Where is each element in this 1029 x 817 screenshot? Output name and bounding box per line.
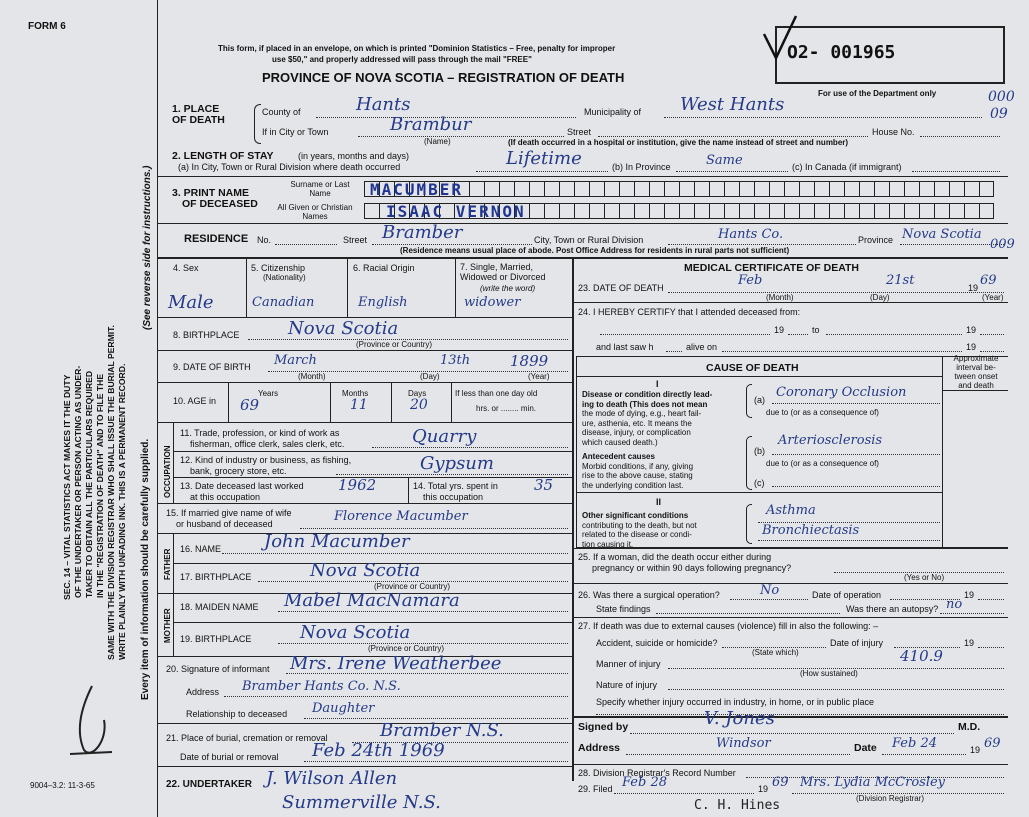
registrar-hint: (Division Registrar) bbox=[856, 794, 925, 803]
ante-line-3: rise to the above cause, stating bbox=[582, 471, 693, 480]
other-line-3: related to the disease or condi- bbox=[582, 530, 692, 539]
roman-two: II bbox=[656, 497, 662, 507]
dod-day-hint: (Day) bbox=[870, 293, 890, 302]
char-box bbox=[529, 203, 544, 219]
racial-label: 6. Racial Origin bbox=[353, 263, 415, 273]
stay-b-value: Same bbox=[706, 153, 743, 168]
state-which-hint: (State which) bbox=[752, 648, 799, 657]
operation-date-label: Date of operation bbox=[812, 590, 882, 600]
residence-city-value: Hants Co. bbox=[718, 227, 784, 242]
age-label: 10. AGE in bbox=[173, 396, 217, 406]
last-worked-value: 1962 bbox=[338, 476, 377, 494]
char-box bbox=[964, 203, 979, 219]
industry-label-2: bank, grocery store, etc. bbox=[190, 466, 287, 476]
place-label bbox=[172, 104, 232, 126]
burial-date-label: Date of burial or removal bbox=[180, 752, 279, 762]
filed-year-prefix: 19 bbox=[758, 784, 769, 794]
form-number: FORM 6 bbox=[28, 21, 66, 32]
icd-code: 410.9 bbox=[900, 647, 943, 665]
father-birthplace-label: 17. BIRTHPLACE bbox=[180, 572, 252, 582]
char-box bbox=[829, 203, 844, 219]
external-q: 27. If death was due to external causes (violence) fill in also the following: – bbox=[578, 621, 879, 631]
char-box bbox=[544, 181, 559, 197]
law-text-6: WRITE PLAINLY WITH UNFADING INK. THIS IS A PERMANENT RECORD. bbox=[117, 363, 127, 660]
cause-a-label: (a) bbox=[754, 395, 765, 405]
law-text-1: SEC. 14 – VITAL STATISTICS ACT MAKES IT THE DUTY bbox=[62, 374, 72, 600]
racial-value: English bbox=[358, 295, 408, 310]
stay-b-label: (b) In Province bbox=[612, 162, 671, 172]
char-box bbox=[964, 181, 979, 197]
char-box bbox=[664, 181, 679, 197]
trade-label-1: 11. Trade, profession, or kind of work as bbox=[180, 428, 340, 438]
dob-label: 9. DATE OF BIRTH bbox=[173, 362, 251, 372]
total-years-value: 35 bbox=[534, 476, 554, 494]
char-box bbox=[634, 181, 649, 197]
sex-label: 4. Sex bbox=[173, 263, 199, 273]
md-label: M.D. bbox=[958, 721, 981, 733]
law-text-4: IN THE "REGISTRATION OF DEATH" AND TO FILE THE bbox=[95, 373, 105, 598]
physician-address-label: Address bbox=[578, 742, 621, 754]
dob-month-hint: (Month) bbox=[298, 372, 326, 381]
dod-month-hint: (Month) bbox=[766, 293, 794, 302]
char-box bbox=[859, 203, 874, 219]
law-text-3: TAKER TO OBTAIN ALL THE PARTICULARS REQUIRED bbox=[84, 370, 94, 598]
burial-date-value: Feb 24th 1969 bbox=[312, 740, 445, 761]
age-months-value: 11 bbox=[350, 397, 368, 413]
form-title: PROVINCE OF NOVA SCOTIA – REGISTRATION OF DEATH bbox=[262, 70, 625, 85]
filed-label: 29. Filed bbox=[578, 784, 613, 794]
char-box bbox=[889, 181, 904, 197]
pregnancy-q-1: 25. If a woman, did the death occur either during bbox=[578, 552, 772, 562]
cert-date-label: Date bbox=[854, 742, 877, 754]
dod-day: 21st bbox=[886, 273, 915, 288]
registrar-signature: Mrs. Lydia McCrosley bbox=[800, 775, 946, 790]
injury-date-label: Date of injury bbox=[830, 638, 884, 648]
residence-city-label: City, Town or Rural Division bbox=[534, 235, 644, 245]
dod-year-prefix: 19 bbox=[968, 283, 979, 293]
surgery-q: 26. Was there a surgical operation? bbox=[578, 590, 720, 600]
supply-note: Every item of information should be carefully supplied. bbox=[140, 438, 151, 700]
informant-address: Bramber Hants Co. N.S. bbox=[242, 679, 401, 694]
dod-year-hint: (Year) bbox=[982, 293, 1004, 302]
char-box bbox=[829, 181, 844, 197]
city-value: Brambur bbox=[390, 114, 472, 135]
cause-c-label: (c) bbox=[754, 478, 765, 488]
informant-address-label: Address bbox=[186, 687, 220, 697]
place-bracket bbox=[254, 104, 261, 144]
char-box bbox=[844, 203, 859, 219]
char-box bbox=[529, 181, 544, 197]
char-box bbox=[904, 181, 919, 197]
street-label: Street bbox=[567, 127, 592, 137]
char-box bbox=[724, 181, 739, 197]
char-box bbox=[799, 181, 814, 197]
state-findings-label: State findings bbox=[596, 604, 651, 614]
house-label: House No. bbox=[872, 127, 915, 137]
undertaker-value: J. Wilson Allen bbox=[266, 768, 398, 789]
mother-birthplace-hint: (Province or Country) bbox=[368, 644, 445, 653]
city-label: If in City or Town bbox=[262, 127, 329, 137]
ante-line-4: the underlying condition last. bbox=[582, 480, 684, 490]
marital-label: 7. Single, Married, Widowed or Divorced bbox=[460, 262, 546, 282]
interval-line-2: interval be- bbox=[956, 363, 996, 372]
father-side-label: FATHER bbox=[163, 548, 172, 580]
informant-signature: Mrs. Irene Weatherbee bbox=[290, 653, 502, 674]
last-saw-label: and last saw h bbox=[596, 342, 654, 352]
autopsy-label: Was there an autopsy? bbox=[846, 604, 939, 614]
char-box bbox=[679, 203, 694, 219]
certify-label: 24. I HEREBY CERTIFY that I attended deceased from: bbox=[578, 307, 801, 317]
direct-line-4: ure, asthenia, etc. It means the bbox=[582, 418, 692, 428]
char-box bbox=[769, 203, 784, 219]
char-box bbox=[949, 203, 964, 219]
citizenship-label: 5. Citizenship bbox=[251, 263, 306, 273]
nature-label: Nature of injury bbox=[596, 680, 658, 690]
given-value: ISAAC VERNON bbox=[386, 202, 526, 221]
other-line-1: Other significant conditions bbox=[582, 511, 689, 520]
char-box bbox=[859, 181, 874, 197]
dept-code-3: 009 bbox=[990, 237, 1015, 252]
pregnancy-q-2: pregnancy or within 90 days following pregnancy? bbox=[592, 563, 792, 573]
industry-label-1: 12. Kind of industry or business, as fishing, bbox=[180, 455, 352, 465]
char-box bbox=[709, 203, 724, 219]
due-to-a: due to (or as a consequence of) bbox=[766, 408, 879, 417]
char-box bbox=[919, 203, 934, 219]
char-box bbox=[949, 181, 964, 197]
dept-code-2: 09 bbox=[990, 106, 1008, 122]
char-box bbox=[574, 203, 589, 219]
relationship-label: Relationship to deceased bbox=[186, 709, 288, 719]
other-line-2: contributing to the death, but not bbox=[582, 520, 697, 530]
spouse-label-1: 15. If married give name of wife bbox=[166, 508, 292, 518]
interval-header bbox=[946, 354, 1006, 390]
place-label-text: 1. PLACE OF DEATH bbox=[172, 103, 225, 126]
char-box bbox=[754, 181, 769, 197]
residence-note: (Residence means usual place of abode. Post Office Address for residents in rural parts not sufficient) bbox=[400, 246, 790, 255]
total-years-label-1: 14. Total yrs. spent in bbox=[413, 481, 498, 491]
char-box bbox=[739, 181, 754, 197]
mother-birthplace-label: 19. BIRTHPLACE bbox=[180, 634, 252, 644]
roman-one: I bbox=[656, 379, 659, 389]
registration-number-box bbox=[775, 26, 1005, 84]
char-box bbox=[679, 181, 694, 197]
dod-year: 69 bbox=[980, 273, 997, 288]
char-box bbox=[649, 203, 664, 219]
birthplace-value: Nova Scotia bbox=[288, 318, 399, 339]
char-box bbox=[559, 181, 574, 197]
surname-label: Surname or Last Name bbox=[290, 180, 350, 198]
mother-maiden-value: Mabel MacNamara bbox=[284, 590, 460, 611]
dept-use-label: For use of the Department only bbox=[818, 89, 937, 98]
dob-day: 13th bbox=[440, 353, 471, 368]
ante-line-1: Antecedent causes bbox=[582, 452, 655, 461]
registration-number: O2- 001965 bbox=[787, 42, 896, 63]
marital-value: widower bbox=[464, 295, 521, 310]
char-box bbox=[889, 203, 904, 219]
name-hint: (Name) bbox=[424, 137, 451, 146]
registrar-stamp: C. H. Hines bbox=[694, 798, 781, 813]
municipality-value: West Hants bbox=[680, 94, 785, 115]
autopsy-value: no bbox=[946, 597, 963, 612]
other-cause-2: Bronchiectasis bbox=[762, 523, 860, 538]
char-box bbox=[754, 203, 769, 219]
mother-birthplace-value: Nova Scotia bbox=[300, 622, 411, 643]
law-text-5: SAME WITH THE DIVISION REGISTRAR WHO SHALL ISSUE THE BURIAL PERMIT. bbox=[106, 325, 116, 660]
filed-date: Feb 28 bbox=[622, 775, 667, 790]
stay-a-label: (a) In City, Town or Rural Division where death occurred bbox=[178, 162, 401, 172]
dob-month: March bbox=[274, 353, 317, 368]
char-box bbox=[769, 181, 784, 197]
envelope-note-1: This form, if placed in an envelope, on which is printed "Dominion Statistics – Free, penalty for improper bbox=[218, 44, 616, 53]
cause-title: CAUSE OF DEATH bbox=[706, 362, 799, 374]
physician-address: Windsor bbox=[716, 736, 771, 751]
birthplace-label: 8. BIRTHPLACE bbox=[173, 330, 240, 340]
print-code: 9004–3.2: 11-3-65 bbox=[30, 781, 95, 790]
char-box bbox=[799, 203, 814, 219]
father-birthplace-value: Nova Scotia bbox=[310, 560, 421, 581]
envelope-note-2: use $50," and properly addressed will pass through the mail "FREE" bbox=[272, 55, 532, 64]
last-worked-label-2: at this occupation bbox=[190, 492, 261, 502]
trade-label-2: fisherman, office clerk, sales clerk, etc. bbox=[190, 439, 345, 449]
char-box bbox=[784, 203, 799, 219]
char-box bbox=[604, 203, 619, 219]
residence-label: RESIDENCE bbox=[184, 233, 249, 245]
stay-label: 2. LENGTH OF STAY bbox=[172, 150, 274, 162]
interval-line-4: and death bbox=[958, 381, 994, 390]
direct-line-2: ing to death (This does not mean bbox=[582, 399, 708, 409]
surgery-value: No bbox=[760, 583, 780, 598]
occupation-side-label: OCCUPATION bbox=[163, 445, 172, 498]
hospital-note: (If death occurred in a hospital or institution, give the name instead of street and number) bbox=[508, 138, 849, 147]
county-label: County of bbox=[262, 107, 301, 117]
undertaker-address: Summerville N.S. bbox=[282, 792, 441, 813]
law-text-2: OF THE UNDERTAKER OR PERSON ACTING AS UNDER- bbox=[73, 365, 83, 598]
age-less-day-2: hrs. or ........ min. bbox=[476, 404, 537, 413]
specify-label: Specify whether injury occurred in industry, in home, or in public place bbox=[596, 697, 874, 707]
municipality-label: Municipality of bbox=[584, 107, 642, 117]
char-box bbox=[514, 181, 529, 197]
direct-line-1: Disease or condition directly lead- bbox=[582, 390, 713, 399]
instructions-note: (See reverse side for instructions.) bbox=[142, 165, 153, 330]
dob-year-hint: (Year) bbox=[528, 372, 550, 381]
dob-day-hint: (Day) bbox=[420, 372, 440, 381]
accident-label: Accident, suicide or homicide? bbox=[596, 638, 718, 648]
residence-no-label: No. bbox=[257, 235, 272, 245]
cert-year-prefix: 19 bbox=[970, 745, 981, 755]
yes-no-hint: (Yes or No) bbox=[904, 573, 945, 582]
ante-line-2: Morbid conditions, if any, giving bbox=[582, 461, 694, 471]
cause-a-value: Coronary Occlusion bbox=[776, 385, 907, 400]
char-box bbox=[604, 181, 619, 197]
stay-c-label: (c) In Canada (if immigrant) bbox=[792, 162, 902, 172]
father-name-value: John Macumber bbox=[264, 531, 410, 552]
relationship-value: Daughter bbox=[312, 701, 375, 716]
check-mark bbox=[760, 14, 800, 64]
age-years-value: 69 bbox=[240, 396, 260, 414]
direct-line-6: which caused death.) bbox=[582, 437, 658, 447]
char-box bbox=[694, 203, 709, 219]
char-box bbox=[484, 181, 499, 197]
char-box bbox=[919, 181, 934, 197]
undertaker-label: 22. UNDERTAKER bbox=[166, 779, 252, 790]
char-box bbox=[814, 203, 829, 219]
informant-sig-label: 20. Signature of informant bbox=[166, 664, 270, 674]
other-cause-1: Asthma bbox=[766, 503, 816, 518]
other-desc bbox=[582, 511, 697, 549]
direct-cause-desc bbox=[582, 390, 712, 447]
char-box bbox=[934, 203, 949, 219]
direct-line-5: disease, injury, or complication bbox=[582, 428, 691, 437]
char-box bbox=[574, 181, 589, 197]
residence-province-value: Nova Scotia bbox=[902, 227, 982, 242]
trade-value: Quarry bbox=[412, 426, 477, 447]
char-box bbox=[589, 181, 604, 197]
char-box bbox=[364, 203, 379, 219]
char-box bbox=[814, 181, 829, 197]
char-box bbox=[874, 181, 889, 197]
stay-a-value: Lifetime bbox=[506, 148, 582, 169]
char-box bbox=[544, 203, 559, 219]
name-label-2: OF DECEASED bbox=[182, 198, 258, 210]
signed-by-label: Signed by bbox=[578, 721, 629, 733]
interval-line-1: Approximate bbox=[953, 354, 999, 363]
marital-hint: (write the word) bbox=[480, 284, 536, 293]
total-years-label-2: this occupation bbox=[423, 492, 484, 502]
spouse-value: Florence Macumber bbox=[334, 509, 468, 524]
other-line-4: tion causing it. bbox=[582, 539, 634, 549]
cause-b-value: Arteriosclerosis bbox=[778, 433, 883, 448]
certify-to-label: to bbox=[812, 325, 820, 335]
certify-year-1: 19 bbox=[774, 325, 785, 335]
stay-hint: (in years, months and days) bbox=[298, 151, 410, 161]
cert-year: 69 bbox=[984, 736, 1001, 751]
citizenship-hint: (Nationality) bbox=[263, 273, 306, 282]
filed-year: 69 bbox=[772, 775, 789, 790]
alive-on-label: alive on bbox=[686, 342, 718, 352]
char-box bbox=[874, 203, 889, 219]
operation-year: 19 bbox=[964, 590, 975, 600]
surname-value: MACUMBER bbox=[370, 180, 464, 199]
given-label: All Given or Christian Names bbox=[277, 203, 353, 221]
char-box bbox=[709, 181, 724, 197]
industry-value: Gypsum bbox=[420, 453, 494, 474]
record-number-label: 28. Division Registrar's Record Number bbox=[578, 768, 736, 778]
char-box bbox=[979, 203, 994, 219]
antecedent-desc bbox=[582, 452, 693, 490]
char-box bbox=[664, 203, 679, 219]
certify-year-2: 19 bbox=[966, 325, 977, 335]
char-box bbox=[634, 203, 649, 219]
char-box bbox=[469, 181, 484, 197]
char-box bbox=[499, 181, 514, 197]
sex-value: Male bbox=[168, 292, 214, 313]
char-box bbox=[619, 203, 634, 219]
burial-place-value: Bramber N.S. bbox=[380, 720, 504, 741]
spouse-label-2: or husband of deceased bbox=[176, 519, 273, 529]
char-box bbox=[979, 181, 994, 197]
dob-year: 1899 bbox=[510, 352, 549, 370]
mother-side-label: MOTHER bbox=[163, 608, 172, 643]
char-box bbox=[784, 181, 799, 197]
injury-year: 19 bbox=[964, 638, 975, 648]
dod-label: 23. DATE OF DEATH bbox=[578, 283, 664, 293]
age-days-label: Days bbox=[408, 389, 427, 398]
manner-label: Manner of injury bbox=[596, 659, 661, 669]
residence-street-label: Street bbox=[343, 235, 368, 245]
father-name-label: 16. NAME bbox=[180, 544, 222, 554]
char-box bbox=[619, 181, 634, 197]
char-box bbox=[589, 203, 604, 219]
citizenship-value: Canadian bbox=[252, 295, 315, 310]
age-less-day-1: If less than one day old bbox=[455, 389, 538, 398]
char-box bbox=[904, 203, 919, 219]
char-box bbox=[934, 181, 949, 197]
last-worked-label-1: 13. Date deceased last worked bbox=[180, 481, 304, 491]
margin-signature bbox=[40, 680, 130, 770]
due-to-b: due to (or as a consequence of) bbox=[766, 459, 879, 468]
father-birthplace-hint: (Province or Country) bbox=[374, 582, 451, 591]
how-sustained-hint: (How sustained) bbox=[800, 669, 858, 678]
cause-b-label: (b) bbox=[754, 446, 765, 456]
char-box bbox=[724, 203, 739, 219]
cert-date-value: Feb 24 bbox=[892, 736, 937, 751]
direct-line-3: the mode of dying, e.g., heart fail- bbox=[582, 409, 702, 418]
char-box bbox=[739, 203, 754, 219]
name-label-1: 3. PRINT NAME bbox=[172, 187, 250, 199]
age-months-label: Months bbox=[342, 389, 369, 398]
alive-year: 19 bbox=[966, 342, 977, 352]
physician-signature: V. Jones bbox=[704, 708, 775, 729]
birthplace-hint: (Province or Country) bbox=[356, 340, 433, 349]
county-value: Hants bbox=[356, 94, 411, 115]
age-years-label: Years bbox=[258, 389, 279, 398]
age-days-value: 20 bbox=[410, 397, 428, 413]
burial-place-label: 21. Place of burial, cremation or removal bbox=[166, 733, 328, 743]
char-box bbox=[844, 181, 859, 197]
left-margin-line bbox=[157, 0, 158, 817]
residence-street-value: Bramber bbox=[382, 222, 463, 243]
char-box bbox=[694, 181, 709, 197]
dod-month: Feb bbox=[738, 273, 763, 288]
residence-province-label: Province bbox=[858, 235, 894, 245]
dept-code-1: 000 bbox=[988, 89, 1015, 105]
medical-title: MEDICAL CERTIFICATE OF DEATH bbox=[684, 262, 859, 274]
char-box bbox=[559, 203, 574, 219]
interval-line-3: tween onset bbox=[954, 372, 998, 381]
char-box bbox=[649, 181, 664, 197]
mother-maiden-label: 18. MAIDEN NAME bbox=[180, 602, 259, 612]
